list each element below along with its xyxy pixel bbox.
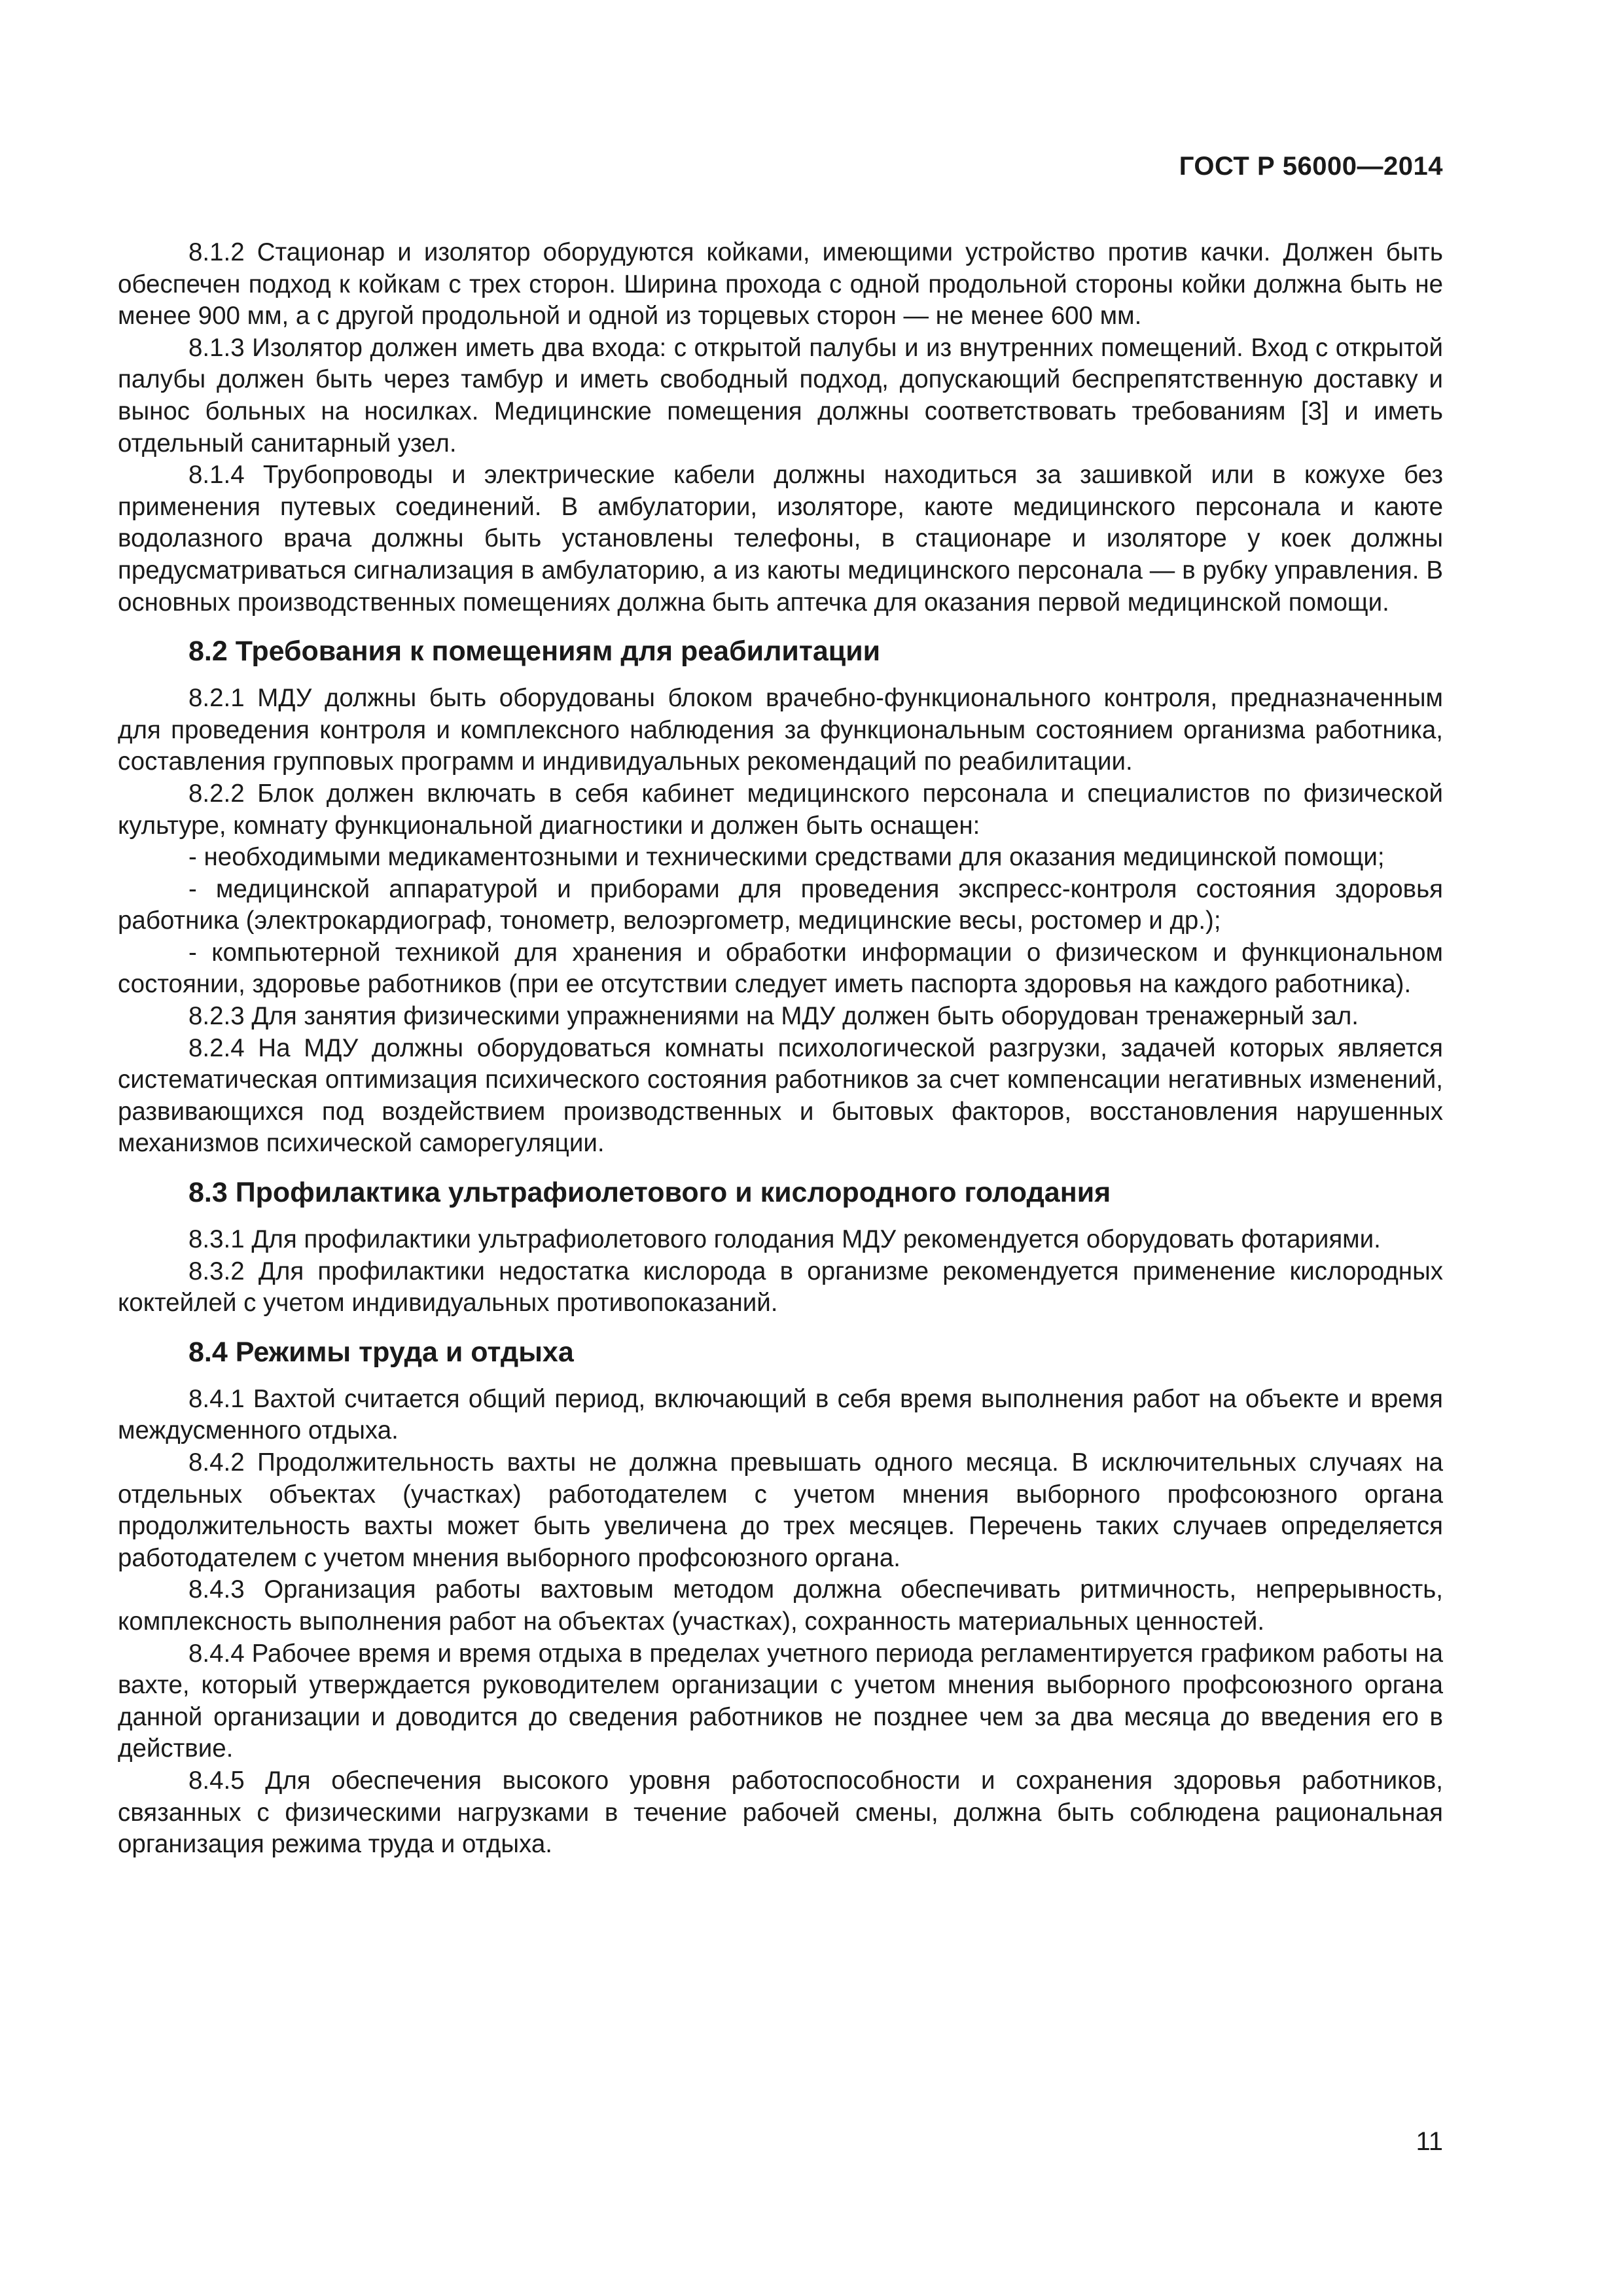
paragraph-8-2-3: 8.2.3 Для занятия физическими упражнениями на МДУ должен быть оборудован тренажерный зал. [188, 1002, 1359, 1031]
document-body [118, 237, 1443, 1861]
standard-header: ГОСТ Р 56000—2014 [1179, 152, 1443, 181]
paragraph-8-2-2: 8.2.2 Блок должен включать в себя кабинет медицинского персонала и специалистов по физической культуре, комнату функциональной диагностики и должен быть оснащен: [118, 779, 1443, 840]
paragraph-8-3-1: 8.3.1 Для профилактики ультрафиолетового голодания МДУ рекомендуется оборудовать фотариями. [188, 1225, 1381, 1254]
paragraph-8-2-4: 8.2.4 На МДУ должны оборудоваться комнаты психологической разгрузки, задачей которых является систематическая оптимизация психического состояния работников за счет компенсации негативных изменений, развивающихся под воздействием производственных и бытовых факторов, восстановления нарушенных механизмов психической саморегуляции. [118, 1033, 1443, 1158]
document-page [118, 0, 1443, 2296]
paragraph-8-1-2: 8.1.2 Стационар и изолятор оборудуются койками, имеющими устройство против качки. Должен быть обеспечен подход к койкам с трех сторон. Ширина прохода с одной продольной стороны койки должна быть не менее 900 мм, а с другой продольной и одной из торцевых сторон — не менее 600 мм. [118, 238, 1443, 331]
list-item: - необходимыми медикаментозными и техническими средствами для оказания медицинской помощи; [188, 843, 1385, 872]
paragraph-8-1-3: 8.1.3 Изолятор должен иметь два входа: с открытой палубы и из внутренних помещений. Вход с открытой палубы должен быть через тамбур и иметь свободный подход, допускающий беспрепятственную доставку и вынос больных на носилках. Медицинские помещения должны соответствовать требованиям [3] и иметь отдельный санитарный узел. [118, 333, 1443, 457]
section-heading-8-3: 8.3 Профилактика ультрафиолетового и кислородного голодания [188, 1177, 1111, 1209]
paragraph-8-1-4: 8.1.4 Трубопроводы и электрические кабели должны находиться за зашивкой или в кожухе без применения путевых соединений. В амбулатории, изоляторе, каюте медицинского персонала и каюте водолазного врача должны быть установлены телефоны, в стационаре и изоляторе у коек должны предусматриваться сигнализация в амбулаторию, а из каюты медицинского персонала — в рубку управления. В основных производственных помещениях должна быть аптечка для оказания первой медицинской помощи. [118, 461, 1443, 617]
page-number: 11 [1416, 2127, 1443, 2156]
paragraph-8-4-5: 8.4.5 Для обеспечения высокого уровня работоспособности и сохранения здоровья работников, связанных с физическими нагрузками в течение рабочей смены, должна быть соблюдена рациональная организация режима труда и отдыха. [118, 1766, 1443, 1859]
paragraph-8-4-3: 8.4.3 Организация работы вахтовым методом должна обеспечивать ритмичность, непрерывность, комплексность выполнения работ на объектах (участках), сохранность материальных ценностей. [118, 1575, 1443, 1636]
paragraph-8-2-1: 8.2.1 МДУ должны быть оборудованы блоком врачебно-функционального контроля, предназначенным для проведения контроля и комплексного наблюдения за функциональным состоянием организма работника, составления групповых программ и индивидуальных рекомендаций по реабилитации. [118, 684, 1443, 776]
list-item: - компьютерной техникой для хранения и обработки информации о физическом и функциональном состоянии, здоровье работников (при ее отсутствии следует иметь паспорта здоровья на каждого работника). [118, 938, 1443, 999]
list-item: - медицинской аппаратурой и приборами для проведения экспресс-контроля состояния здоровья работника (электрокардиограф, тонометр, велоэргометр, медицинские весы, ростомер и др.); [118, 874, 1443, 935]
paragraph-8-4-2: 8.4.2 Продолжительность вахты не должна превышать одного месяца. В исключительных случаях на отдельных объектах (участках) работодателем с учетом мнения выборного профсоюзного органа продолжительность вахты может быть увеличена до трех месяцев. Перечень таких случаев определяется работодателем с учетом мнения выборного профсоюзного органа. [118, 1448, 1443, 1572]
paragraph-8-3-2: 8.3.2 Для профилактики недостатка кислорода в организме рекомендуется применение кислородных коктейлей с учетом индивидуальных противопоказаний. [118, 1257, 1443, 1318]
paragraph-8-4-4: 8.4.4 Рабочее время и время отдыха в пределах учетного периода регламентируется графиком работы на вахте, который утверждается руководителем организации с учетом мнения выборного профсоюзного органа данной организации и доводится до сведения работников не позднее чем за два месяца до введения его в действие. [118, 1639, 1443, 1763]
section-heading-8-2: 8.2 Требования к помещениям для реабилитации [188, 636, 881, 668]
section-heading-8-4: 8.4 Режимы труда и отдыха [188, 1336, 574, 1368]
paragraph-8-4-1: 8.4.1 Вахтой считается общий период, включающий в себя время выполнения работ на объекте и время междусменного отдыха. [118, 1384, 1443, 1445]
